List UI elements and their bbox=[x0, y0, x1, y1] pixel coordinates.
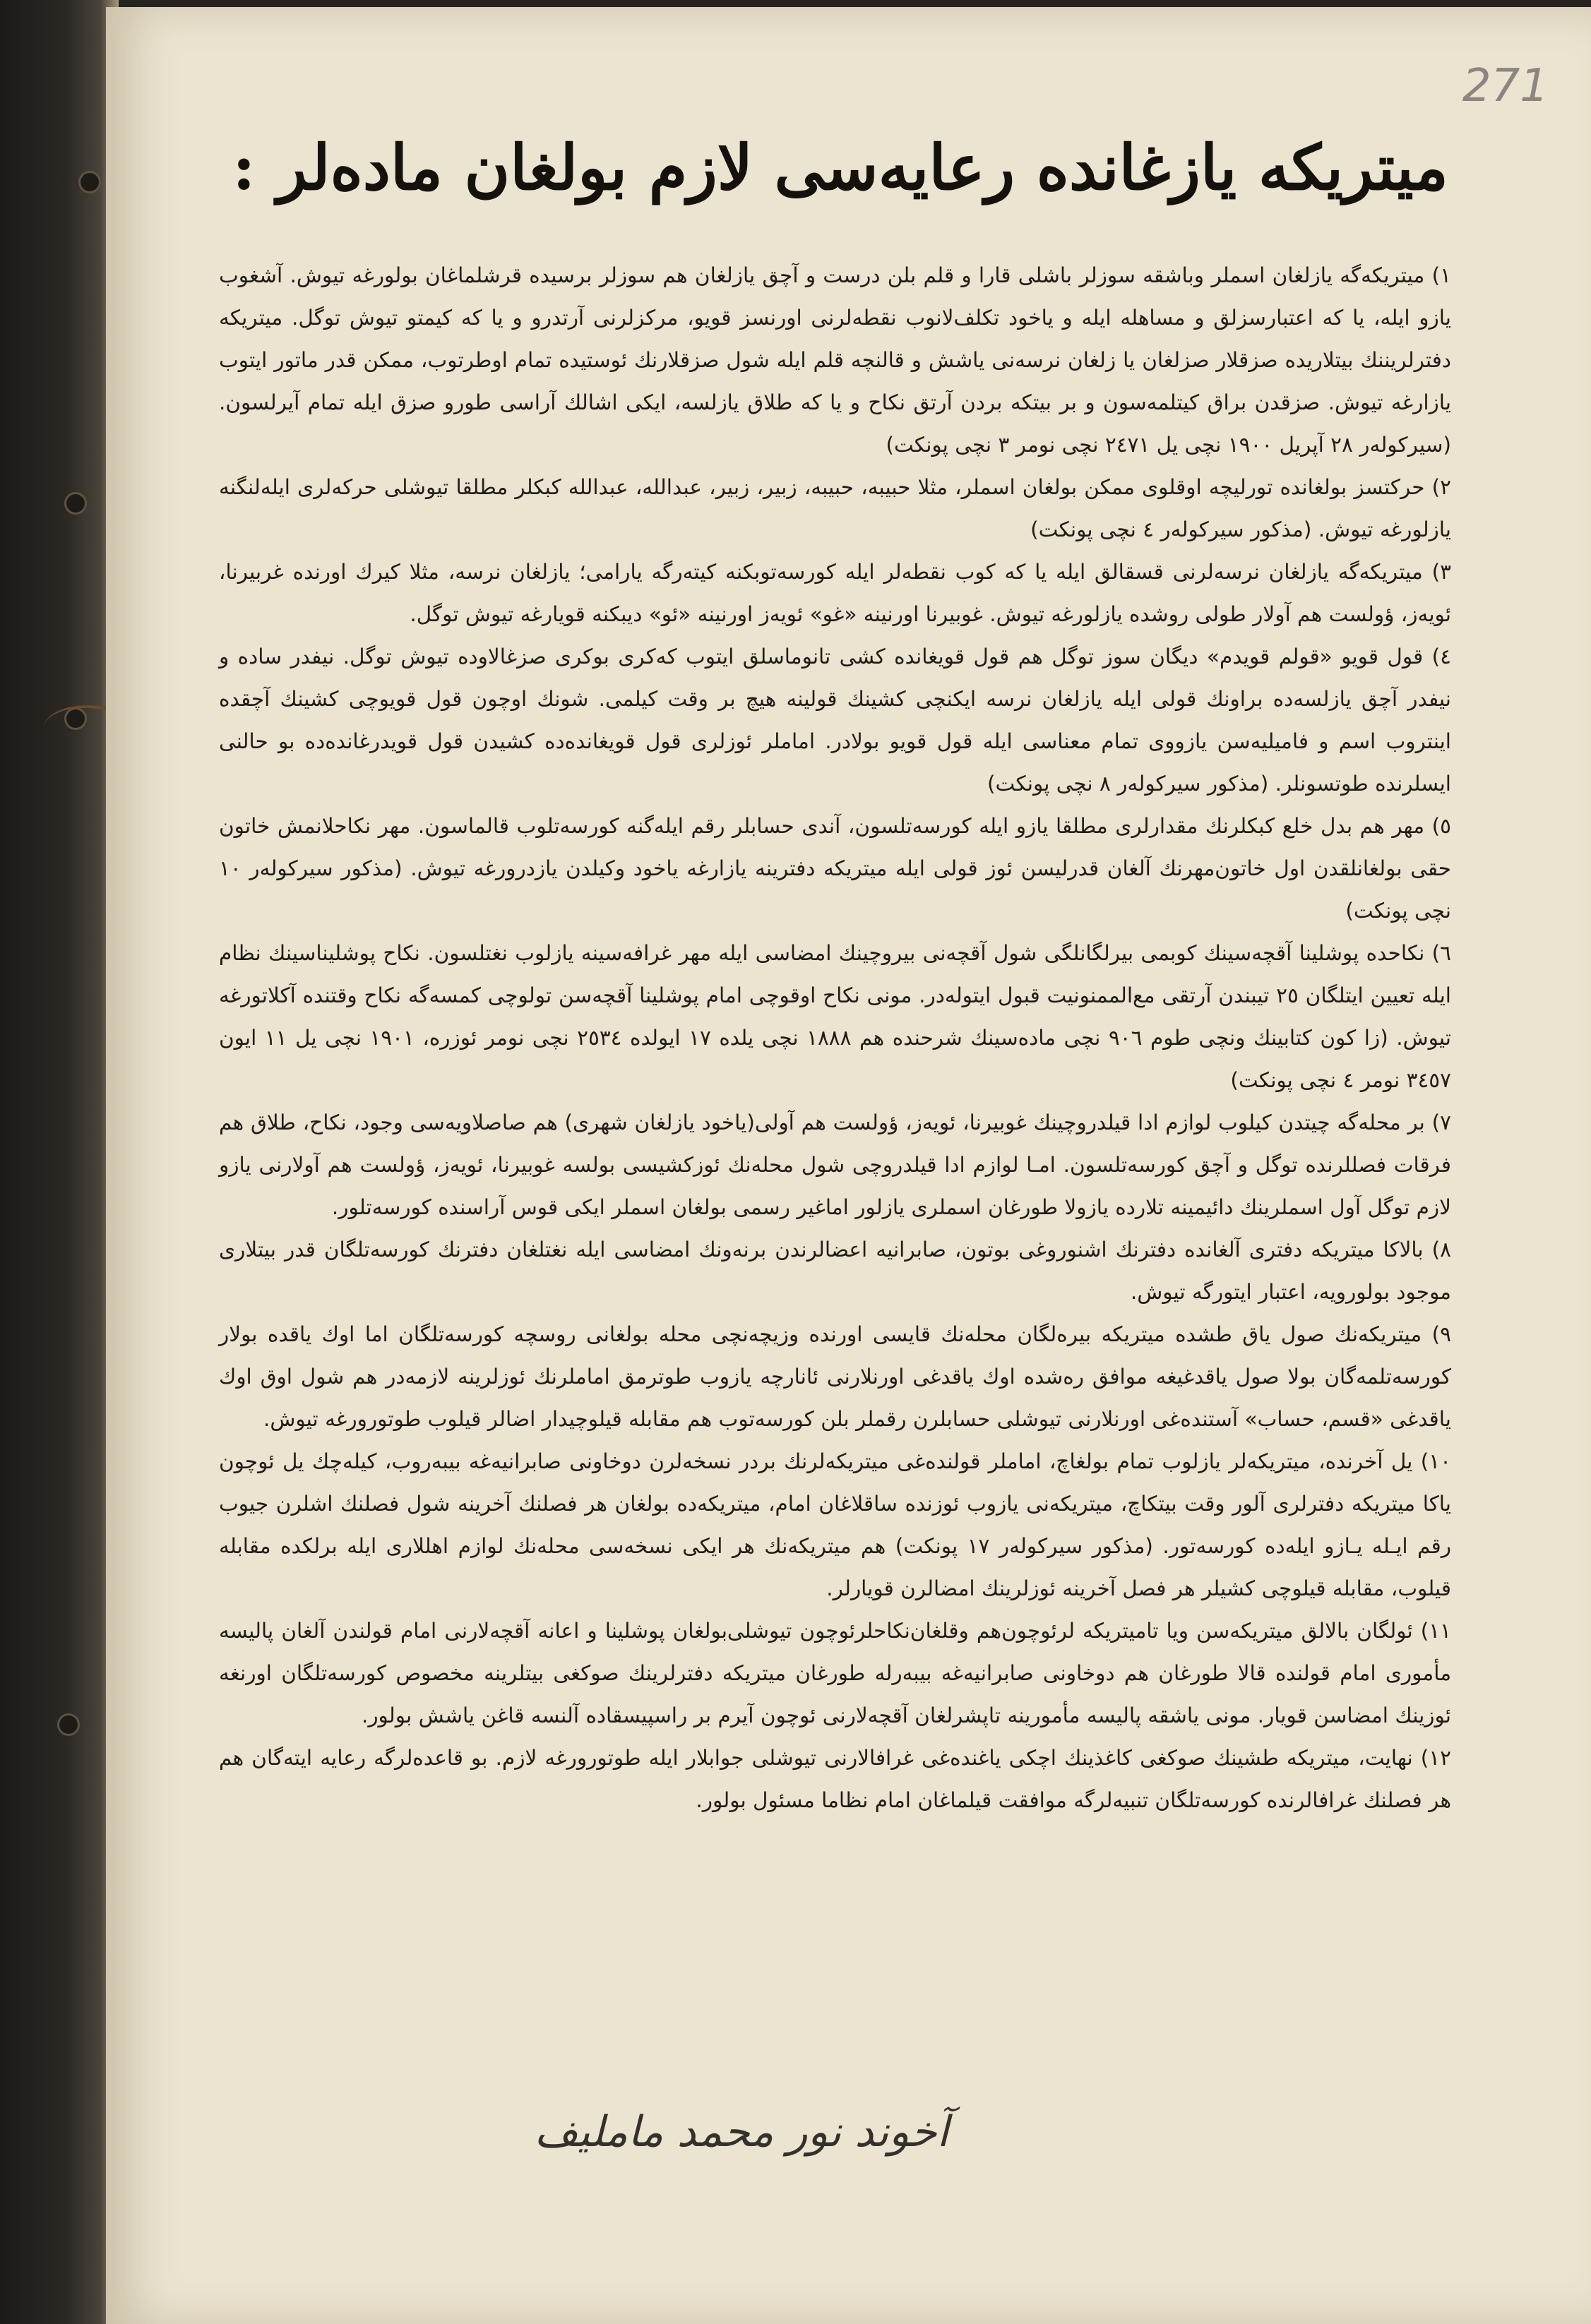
paragraph-4: ٤) قول قویو «قولم قویدم» دیگان سوز توگل هم قول قویغانده کشی تانوماسلق ایتوب که‌کری بوکری صزغالاوده تیوش توگل. نیفدر ساده و نیفدر آچق یازلسه‌ده براونك قولی ایله یازلغان نرسه ایکنچی کشینك قولینه هیچ بر وقت کیلمی. شونك اوچون قول قویوچی کشینك آچقده اینتروب اسم و فامیلیه‌سن یازووی تمام معناسی ایله قول قویو بولادر. اماملر ئوزلری قول قویغانده‌ده کشیدن قول قویدرغانده‌ده بو حالنی ایسلرنده طوتسونلر. (مذکور سیرکوله‌ر ٨ نچی پونکت) bbox=[219, 645, 1451, 796]
paragraph-1: ١) میتریکه‌گه یازلغان اسملر وباشقه سوزلر باشلی قارا و قلم بلن درست و آچق یازلغان هم سوزلر برسیده قرشلماغان بولورغه تیوش. آشغوب یازو ایله، یا که اعتبارسزلق و مساهله ایله و یاخود تکلف‌لانوب نقطه‌لرنی اورنسز قویو، مرکزلرنی آرتدرو و یا که کیمتو تیوش توگل. میتریکه دفترلریننك بیتلاریده صزقلار صزلغان یا زلغان نرسه‌نی یاشش و قالنچه قلم ایله شول صزقلارنك ئوستیده تمام اوطرتوب، ممکن قدر ماتور ایتوب یازارغه تیوش. صزقدن براق کیتلمه‌سون و بر بیتکه بردن آرتق نکاح و یا که طلاق یازلسه، ایکی اشالك آراسی طورو صزق ایله تمام آیرلسون. (سیرکوله‌ر ٢٨ آپریل ١٩٠٠ نچی یل ٢٤٧١ نچی نومر ٣ نچی پونکت) bbox=[219, 263, 1451, 457]
document-body bbox=[219, 254, 1451, 1821]
binding-hole bbox=[59, 1715, 78, 1734]
paragraph-3: ٣) میتریکه‌گه یازلغان نرسه‌لرنی قسقالق ایله یا که کوب نقطه‌لر ایله کورسه‌توبکنه کیته‌رگه یارامی؛ یازلغان نرسه، مثلا کیرك اورنده غربیرنا، ئویه‌ز، ؤولست هم آولار طولی روشده یازلورغه تیوش. غوبیرنا اورنینه «غو» ئویه‌ز اورنینه «ئو» دیبکنه قویارغه تیوش توگل. bbox=[219, 560, 1451, 626]
binding-hole bbox=[66, 494, 85, 513]
paragraph-9: ٩) میتریکه‌نك صول یاق طشده میتریکه بیره‌لگان محله‌نك قایسی اورنده وزیچه‌نچی محله بولغانی روسچه کورسه‌تلگان اما اوك یاقده بولار کورسه‌تلمه‌گان بولا صول یاقدغیغه موافق ره‌شده اوك یاقدغی اورنلارنی ئانارچه یازوب طوترمق اماملرنك ئوزلرینه لازمه‌در هم شول اوق اوك یاقدغی «قسم، حساب» آستنده‌غی اورنلارنی تیوشلی حسابلرن رقملر بلن کورسه‌توب هم مقابله قیلوچیدار اضالر قیلوب طوتورورغه تیوش. bbox=[219, 1322, 1451, 1431]
paragraph-12: ١٢) نهایت، میتریکه طشینك صوكغی کاغذینك اچکی یاغنده‌غی غرافالارنی تیوشلی جوابلار ایله طوتورورغه لازم. بو قاعده‌لرگه رعایه ایته‌گان هم هر فصلنك غرافالرنده کورسه‌تلگان تنبیه‌لرگه موافقت قیلماغان امام نظاما مسئول بولور. bbox=[219, 1746, 1451, 1812]
document-title: میتریکه یازغانده رعایه‌سی لازم بولغان ماده‌لر : bbox=[232, 131, 1448, 204]
signature: آخوند نور محمد ماملیف bbox=[534, 2107, 949, 2157]
paragraph-6: ٦) نکاحده پوشلینا آقچه‌سینك کوبمی بیرلگانلگی شول آقچه‌نی بیروچینك امضاسی ایله مهر غرافه‌سینه یازلوب نغتلسون. نکاح پوشلیناسینك نظام ایله تعیین ایتلگان ٢٥ تیبندن آرتقی مع‌الممنونیت قبول ایتوله‌در. مونی نکاح اوقوچی امام پوشلینا آقچه‌سن تولوچی کمسه‌گه نکاح وقتنده آکلاتورغه تیوش. (زا کون کتابینك ونچی طوم ٩٠٦ نچی ماده‌سینك شرحنده هم ١٨٨٨ نچی یلده ١٧ ایولده ٢٥٣٤ نچی نومر ئوزره، ١٩٠١ نچی یل ١١ ایون ٣٤٥٧ نومر ٤ نچی پونکت) bbox=[219, 941, 1451, 1092]
paragraph-11: ١١) ئولگان بالالق میتریکه‌سن ویا تامیتریکه لرئوچون‌هم وقلغان‌نکاحلرئوچون تیوشلی‌بولغان پوشلینا و اعانه آقچه‌لارنی امام قولندن آلغان پالیسه مأموری امام قولنده قالا طورغان هم دوخاونی صابرانیه‌غه بیبه‌رله طورغان میتریکه دفترلرینك صوكغی بیتلرینه مخصوص کورسه‌تلگان اورنغه ئوزینك امضاسن قویار. مونی یاشقه پالیسه مأمورینه تاپشرلغان آقچه‌لارنی ئوچون آیرم بر راسپیسقاده آلنسه قاغن یاشش بولور. bbox=[219, 1619, 1451, 1727]
paragraph-8: ٨) بالاکا میتریکه دفتری آلغانده دفترنك اشنوروغی بوتون، صابرانیه اعضالرندن برنه‌ونك امضاسی ایله نغتلغان دفترنك کورسه‌تلگان قدر بیتلاری موجود بولورویه، اعتبار ایتورگه تیوش. bbox=[219, 1238, 1451, 1304]
binding-hole bbox=[81, 173, 99, 191]
paragraph-7: ٧) بر محله‌گه چیتدن کیلوب لوازم ادا قیلدروچینك غوبیرنا، ئویه‌ز، ؤولست هم آولی(یاخود یازلغان شهری) هم صاصلاویه‌سی وجود، نکاح، طلاق هم فرقات فصللرنده توگل و آچق کورسه‌تلسون. امـا لوازم ادا قیلدروچی شول محله‌نك ئوزکشیسی بولسه غوبیرنا، ئویه‌ز، ؤولست هم آولارنی یازو لازم توگل آول اسملرینك دائیمینه تلارده یازولا طورغان اسملری یازلور اماغیر رسمی بولغان اسملر ایکی قوس آراسنده کورسه‌تلور. bbox=[219, 1110, 1451, 1219]
paragraph-10: ١٠) یل آخرنده، میتریکه‌لر یازلوب تمام بولغاچ، اماملر قولنده‌غی میتریکه‌لرنك بردر نسخه‌لرن دوخاونی صابرانیه‌غه بیبه‌روب، کیله‌چك یل ئوچون یاکا میتریکه دفترلری آلور وقت بیتکاچ، میتریکه‌نی یازوب ئوزنده ساقلاغان امام، میتریکه‌ده بولغان هر فصلنك آخرینه شول فصلنك اشلرن جیوب رقم ایـله یـازو ایله‌ده کورسه‌تور. (مذکور سیرکوله‌ر ١٧ پونکت) هم میتریکه‌نك هر ایکی نسخه‌سی محله‌نك لوازم اهللاری ایله برلکده مقابله قیلوب، مقابله قیلوچی کشیلر هر فصل آخرینه ئوزلرینك امضالرن قویارلر. bbox=[219, 1449, 1451, 1600]
page-number: 271 bbox=[1462, 60, 1549, 112]
paragraph-2: ٢) حرکتسز بولغانده‌ تورلیچه اوقلوی ممکن بولغان اسملر، مثلا حبیبه، حبیبه، زبیر، زبیر، عبدالله، عبدالله کبکلر مطلقا تیوشلی حرکه‌لری ایله‌لنگنه یازلورغه تیوش. (مذکور سیرکوله‌ر ٤ نچی پونکت) bbox=[219, 475, 1451, 541]
binding-margin bbox=[0, 0, 119, 2324]
paragraph-5: ٥) مهر هم بدل خلع کبکلرنك مقدارلری مطلقا یازو ایله کورسه‌تلسون، آندی حسابلر رقم ایله‌گنه کورسه‌تلوب قالماسون. مهر نکاحلانمش خاتون حقی بولغانلقدن اول خاتون‌مهرنك آلغان قدرلیسن ئوز قولی ایله میتریکه دفترینه یازارغه یاخود وکیلدن یازدرورغه تیوش. (مذکور سیرکوله‌ر ١٠ نچی پونکت) bbox=[219, 814, 1451, 923]
